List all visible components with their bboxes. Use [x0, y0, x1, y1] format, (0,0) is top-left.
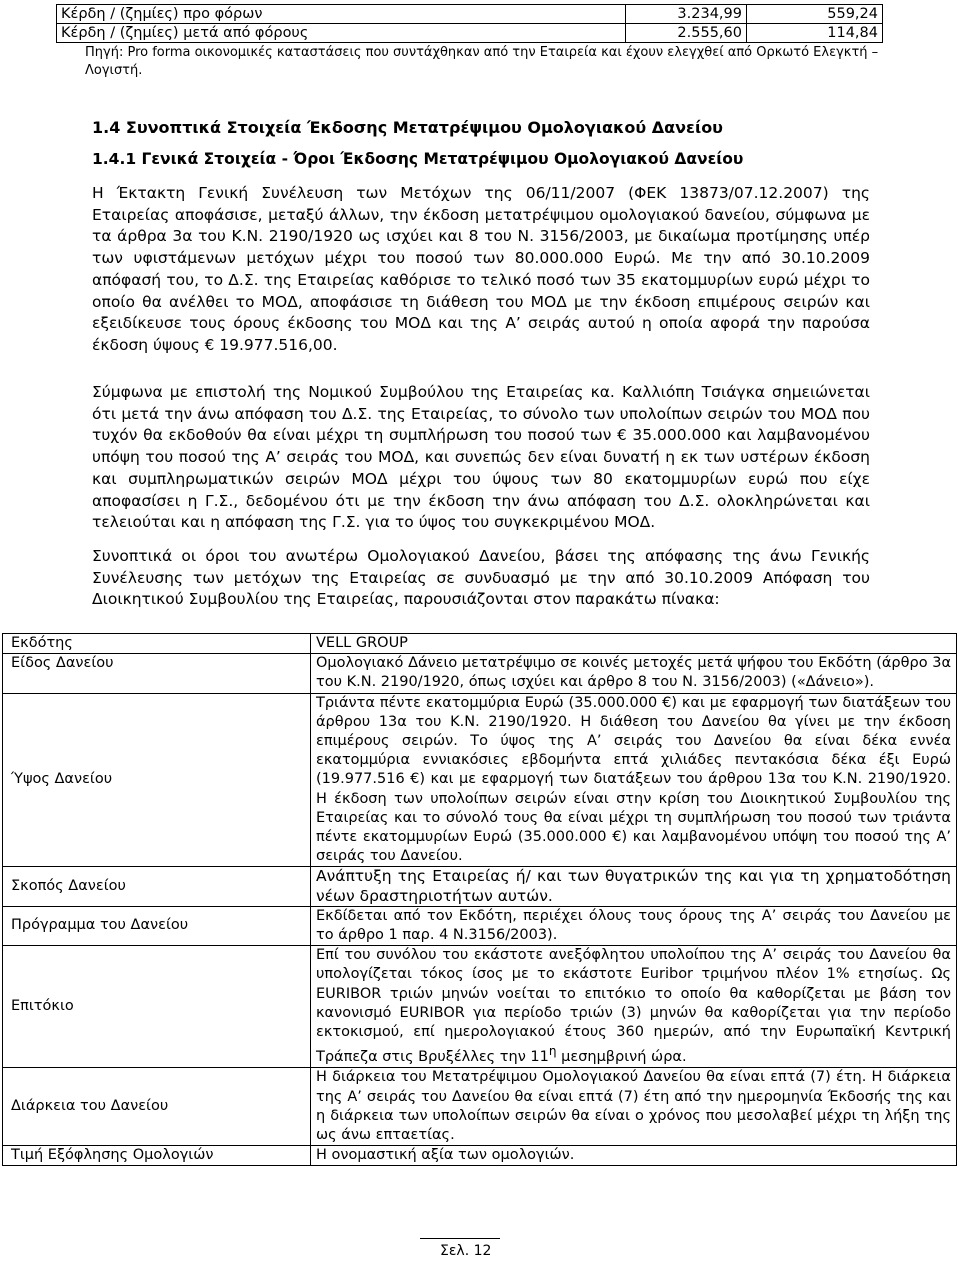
paragraph-text: 19.977.516,00. — [219, 335, 338, 354]
term-label: Είδος Δανείου — [3, 654, 311, 693]
paragraph-3: Συνοπτικά οι όροι του ανωτέρω Ομολογιακού Δανείου, βάσει της απόφασης της άνω Γενικής Συνέλευσης των μετόχων της Εταιρείας σε συνδυασμό με την από 30.10.2009 Απόφαση του Διοικητικού Συμβουλίου της Εταιρείας, παρουσιάζονται στον παρακάτω πίνακα: — [92, 547, 870, 609]
table-row — [3, 1068, 957, 1146]
table-row — [3, 654, 957, 693]
row-value-2: 114,84 — [747, 24, 883, 43]
table-row — [3, 693, 957, 867]
term-label: Πρόγραμμα του Δανείου — [3, 906, 311, 945]
euro-symbol: € — [617, 426, 627, 445]
paragraph-1 — [92, 183, 870, 357]
paragraph-text: Σύμφωνα με επιστολή της Νομικού Συμβούλου της Εταιρείας κα. Καλλιόπη Τσιάγκα σημειώνεται ότι μετά την άνω απόφαση του Δ.Σ. της Εταιρείας, το σύνολο των υπολοίπων σειρών του ΜΟΔ που τυχόν θα εκδοθούν θα είναι μέχρι τη συμπλήρωση του ποσού των — [92, 383, 870, 445]
table-row — [57, 5, 883, 24]
table-row — [3, 906, 957, 945]
row-value-1: 3.234,99 — [626, 5, 747, 24]
euro-symbol: € — [410, 771, 420, 788]
row-label: Κέρδη / (ζημίες) προ φόρων — [57, 5, 626, 24]
paragraph-2 — [92, 382, 870, 534]
loan-terms-table — [2, 633, 957, 1166]
term-label: Επιτόκιο — [3, 946, 311, 1068]
euro-symbol: € — [662, 694, 672, 711]
term-value: VELL GROUP — [311, 634, 957, 654]
term-label: Εκδότης — [3, 634, 311, 654]
table-row — [3, 634, 957, 654]
section-heading: 1.4 Συνοπτικά Στοιχεία Έκδοσης Μετατρέψιμου Ομολογιακού Δανείου — [92, 118, 723, 137]
row-value-2: 559,24 — [747, 5, 883, 24]
row-value-1: 2.555,60 — [626, 24, 747, 43]
financial-summary-table — [56, 4, 883, 43]
term-value: Η διάρκεια του Μετατρέψιμου Ομολογιακού Δανείου θα είναι επτά (7) έτη. Η διάρκεια της Α’ σειράς του Δανείου θα είναι επτά (7) έτη από την ημερομηνία Έκδοσής της και η διάρκεια των υπολοίπων σειρών θα είναι ο χρόνος που μεσολαβεί μέχρι τη λήξη της ως άνω επταετίας. — [311, 1068, 957, 1146]
term-value: Εκδίδεται από τον Εκδότη, περιέχει όλους τους όρους της Α’ σειράς του Δανείου με το άρθρο 1 παρ. 4 Ν.3156/2003). — [311, 906, 957, 945]
term-label: Σκοπός Δανείου — [3, 867, 311, 906]
paragraph-text: Η Έκτακτη Γενική Συνέλευση των Μετόχων της 06/11/2007 (ΦΕΚ 13873/07.12.2007) της Εταιρείας αποφάσισε, μεταξύ άλλων, την έκδοση μετατρέψιμου ομολογιακού δανείου, σύμφωνα με τα άρθρα 3α του Κ.Ν. 2190/1920 ως ισχύει και 8 του Ν. 3156/2003, με δικαίωμα προτίμησης υπέρ των υφιστάμενων μετόχων μέχρι του ποσού των 80.000.000 Ευρώ. Με την από 30.10.2009 απόφασή του, το Δ.Σ. της Εταιρείας καθόρισε το τελικό ποσό των 35 εκατομμυρίων ευρώ μέχρι το οποίο θα ανέλθει το ΜΟΔ, αποφάσισε τη διάθεση του ΜΟΔ με την έκδοση επιμέρους σειρών και εξειδίκευσε τους όρους έκδοσης του ΜΟΔ και της Α’ σειράς αυτού η οποία αφορά την παρούσα έκδοση ύψους — [92, 184, 870, 354]
euro-symbol: € — [204, 335, 215, 354]
table-row — [3, 946, 957, 1068]
term-value: Ομολογιακό Δάνειο μετατρέψιμο σε κοινές μετοχές μετά ψήφου του Εκδότη (άρθρο 3α του Κ.Ν. 2190/1920, όπως ισχύει και άρθρο 8 του Ν. 3156/2003) («Δάνειο»). — [311, 654, 957, 693]
table-row — [3, 867, 957, 906]
term-value: Επί του συνόλου του εκάστοτε ανεξόφλητου υπολοίπου της Α’ σειράς του Δανείου θα υπολογίζεται τόκος ίσος με το εκάστοτε Euribor τριμήνου πλέον 1% ετησίως. Ως EURIBOR τριών μηνών νοείται το επιτόκιο το οποίο θα καθορίζεται με βάση τον κανονισμό EURIBOR για περίοδο τριών (3) μηνών θα καθορίζεται για την περίοδο εκτοκισμού, επί ημερολογιακού έτους 360 ημερών, από την Ευρωπαϊκή Κεντρική Τράπεζα στις Βρυξέλλες την $11^\eta$ μεσημβρινή ώρα. — [311, 946, 957, 1068]
euro-symbol: € — [612, 829, 622, 846]
paragraph-text: 35.000.000 και λαμβανομένου υπόψη του ποσού της Α’ σειράς του ΜΟΔ, και συνεπώς δεν είναι δυνατή η εκ των υστέρων έκδοση και συμπληρωματικών σειρών ΜΟΔ μέχρι του ύψους των 80 εκατομμυρίων ευρώ που είχε αποφασίσει η Γ.Σ., δεδομένου ότι με την έκδοση την άνω απόφαση του Δ.Σ. ολοκληρώνεται και τελειούται και η απόφαση της Γ.Σ. για το ύψος του συγκεκριμένου ΜΟΔ. — [92, 426, 870, 532]
term-label: Ύψος Δανείου — [3, 693, 311, 867]
table-row — [3, 1146, 957, 1166]
superscript: η — [548, 1044, 557, 1059]
source-note: Πηγή: Pro forma οικονομικές καταστάσεις που συντάχθηκαν από την Εταιρεία και έχουν ελεγχθεί από Ορκωτό Ελεγκτή – Λογιστή. — [85, 45, 879, 78]
term-value: Τριάντα πέντε εκατομμύρια Ευρώ (35.000.000 €) και με εφαρμογή των διατάξεων του άρθρου 13α του Κ.Ν. 2190/1920. Η διάθεση του Δανείου θα γίνει με την έκδοση επιμέρους σειρών. Το ύψος της Α’ σειράς του Δανείου θα είναι δέκα εννέα εκατομμύρια εννιακόσιες εβδομήντα επτά χιλιάδες πεντακόσια δέκα έξι Ευρώ (19.977.516 €) και με εφαρμογή των διατάξεων του άρθρου 13α του Κ.Ν. 2190/1920. Η έκδοση των υπολοίπων σειρών είναι στην κρίση του Διοικητικού Συμβουλίου της Εταιρείας και το σύνολό τους θα είναι μέχρι τη συμπλήρωση του ποσού των τριάντα πέντε εκατομμυρίων Ευρώ (35.000.000 €) και λαμβανομένου υπόψη του ποσού της Α’ σειράς του Δανείου. — [311, 693, 957, 867]
page-number: Σελ. 12 — [440, 1243, 492, 1259]
footer-divider — [420, 1238, 500, 1239]
term-label: Τιμή Εξόφλησης Ομολογιών — [3, 1146, 311, 1166]
row-label: Κέρδη / (ζημίες) μετά από φόρους — [57, 24, 626, 43]
term-value: Η ονομαστική αξία των ομολογιών. — [311, 1146, 957, 1166]
term-label: Διάρκεια του Δανείου — [3, 1068, 311, 1146]
subsection-heading: 1.4.1 Γενικά Στοιχεία - Όροι Έκδοσης Μετατρέψιμου Ομολογιακού Δανείου — [92, 150, 744, 168]
table-row — [57, 24, 883, 43]
term-value: Ανάπτυξη της Εταιρείας ή/ και των θυγατρικών της και για τη χρηματοδότηση νέων δραστηριοτήτων αυτών. — [311, 867, 957, 906]
